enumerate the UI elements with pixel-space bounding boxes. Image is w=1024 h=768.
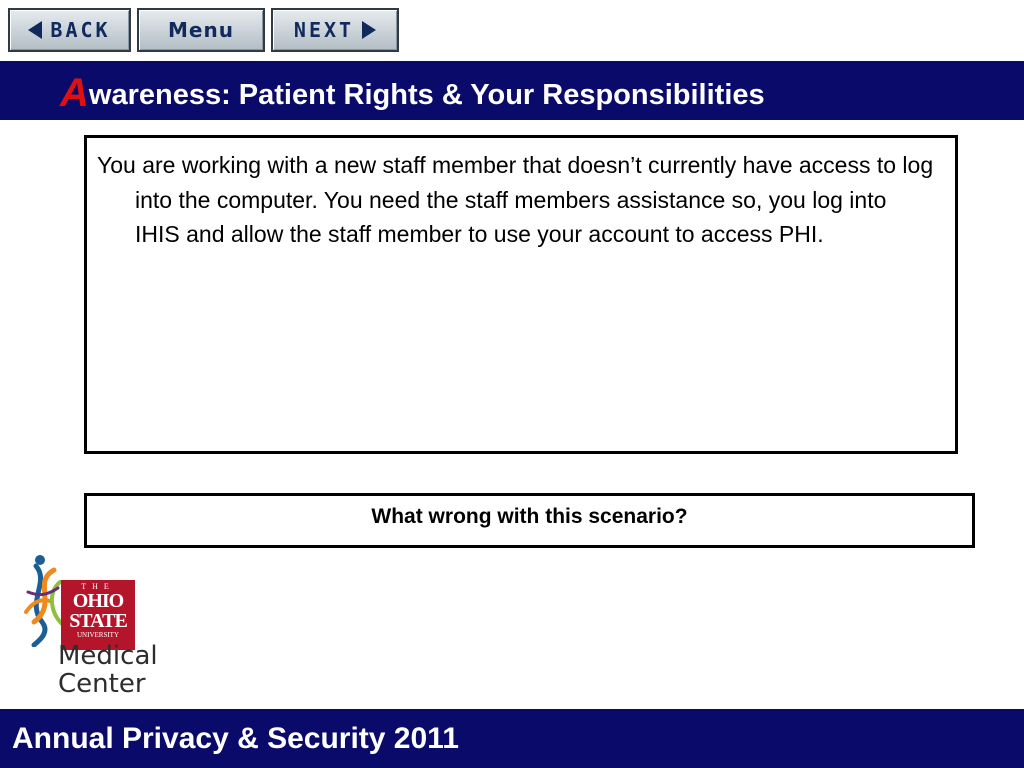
footer-text: Annual Privacy & Security 2011: [12, 722, 459, 755]
logo-medical: Medical: [58, 641, 158, 671]
seal-the: THE: [81, 582, 115, 591]
menu-button-label: Menu: [168, 18, 234, 42]
page-title-initial: A: [60, 71, 89, 115]
seal-ohio: OHIO: [72, 590, 124, 612]
triangle-right-icon: [362, 21, 376, 39]
scenario-text: You are working with a new staff member that doesn’t currently have access to log into the computer. You need the staff members assistance so, you log into IHIS and allow the staff member to use your account to access PHI.: [97, 152, 934, 247]
osu-medical-center-logo: [20, 552, 170, 697]
question-box: [84, 493, 975, 548]
page-title: [60, 71, 765, 116]
back-button-label: BACK: [50, 18, 111, 42]
menu-button[interactable]: [137, 8, 265, 52]
seal-university: UNIVERSITY: [77, 631, 119, 639]
footer-bar: [0, 709, 1024, 768]
triangle-left-icon: [28, 21, 42, 39]
back-button[interactable]: [8, 8, 131, 52]
next-button-label: NEXT: [293, 18, 355, 42]
question-text: What wrong with this scenario?: [371, 505, 688, 528]
page-title-rest: wareness: Patient Rights & Your Responsibilities: [88, 79, 765, 111]
osu-seal: [61, 580, 135, 650]
logo-center: Center: [58, 669, 146, 699]
scenario-box: [84, 135, 958, 454]
seal-state: STATE: [69, 610, 127, 632]
title-bar: [0, 61, 1024, 120]
next-button[interactable]: [271, 8, 399, 52]
